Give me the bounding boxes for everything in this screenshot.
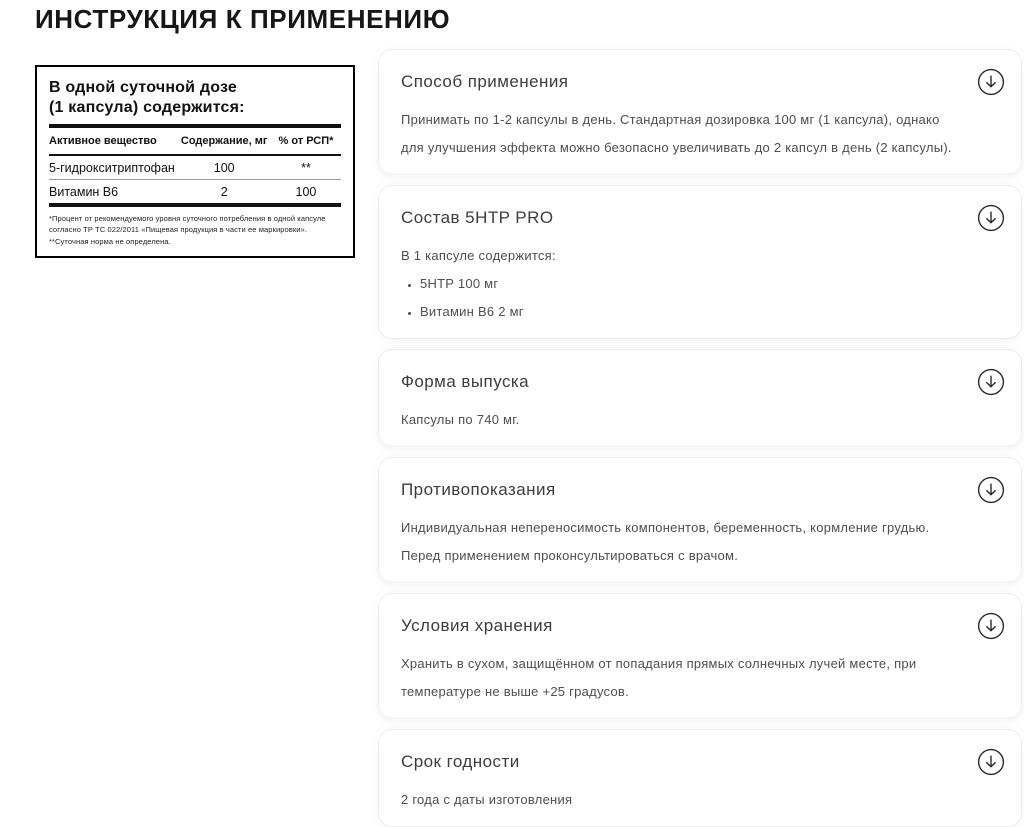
accordion-section-shelf-life [378, 729, 1022, 827]
arrow-down-circle-icon[interactable] [977, 368, 1005, 396]
facts-cell: Витамин В6 [49, 184, 119, 199]
list-item: • Витамин В6 2 мг [420, 298, 965, 326]
facts-footnote: *Процент от рекомендуемого уровня суточного потребления в одной капсуле согласно ТР ТС 022/2011 «Пищевая продукция в части ее маркировки». [49, 213, 326, 235]
facts-heading-line1: В одной суточной дозе [49, 79, 237, 96]
arrow-down-circle-icon[interactable] [977, 476, 1005, 504]
accordion-body [401, 406, 1005, 434]
facts-heading [49, 78, 341, 117]
facts-table [49, 128, 341, 203]
facts-cell: ** [271, 155, 341, 180]
label-column [35, 65, 355, 258]
accordion-text: Индивидуальная непереносимость компонентов, беременность, кормление грудью. Перед применением проконсультироваться с врачом. [401, 520, 930, 563]
accordion-section-storage [378, 593, 1022, 719]
accordion-header[interactable] [401, 476, 1005, 504]
accordion-section-contraindications [378, 457, 1022, 583]
facts-header-amount: Содержание, мг [177, 128, 270, 155]
facts-header-substance: Активное вещество [49, 128, 177, 155]
composition-list [410, 270, 965, 326]
accordion-title: Состав 5HTP PRO [401, 208, 554, 227]
arrow-down-circle-icon[interactable] [977, 204, 1005, 232]
facts-cell: 100 [295, 184, 317, 199]
content [35, 49, 1022, 827]
accordion-title: Форма выпуска [401, 372, 530, 391]
accordion-text: Принимать по 1-2 капсулы в день. Стандартная дозировка 100 мг (1 капсула), однако для улучшения эффекта можно безопасно увеличивать до 2 капсул в день (2 капсулы). [401, 112, 952, 155]
accordion-body [401, 650, 1005, 706]
accordion-section-usage [378, 49, 1022, 175]
facts-heading-line2: (1 капсула) содержится: [49, 98, 245, 116]
list-item: • 5HTP 100 мг [420, 270, 965, 298]
arrow-down-circle-icon[interactable] [977, 612, 1005, 640]
accordion-header[interactable] [401, 368, 1005, 396]
accordion-body [401, 242, 1005, 326]
accordion-list [378, 49, 1022, 827]
page-title: ИНСТРУКЦИЯ К ПРИМЕНЕНИЮ [35, 4, 451, 34]
facts-cell: 2 [220, 184, 228, 199]
accordion-body [401, 514, 1005, 570]
accordion-body [401, 786, 1005, 814]
arrow-down-circle-icon[interactable] [977, 748, 1005, 776]
accordion-title: Противопоказания [401, 480, 556, 499]
accordion-header[interactable] [401, 612, 1005, 640]
accordion-header[interactable] [401, 68, 1005, 96]
facts-cell: 5-гидрокситриптофан [49, 155, 177, 180]
accordion-header[interactable] [401, 748, 1005, 776]
facts-cell: 100 [177, 155, 270, 180]
table-row [49, 155, 341, 180]
facts-header-row [49, 128, 341, 155]
arrow-down-circle-icon[interactable] [977, 68, 1005, 96]
accordion-section-form [378, 349, 1022, 447]
accordion-title: Условия хранения [401, 616, 553, 635]
facts-footnote: **Суточная норма не определена. [49, 237, 171, 247]
facts-header-rsp: % от РСП* [271, 128, 341, 155]
divider-thick [49, 203, 341, 207]
accordion-text: Капсулы по 740 мг. [401, 412, 520, 427]
accordion-text: Хранить в сухом, защищённом от попадания прямых солнечных лучей месте, при температуре не выше +25 градусов. [401, 656, 917, 699]
accordion-title: Способ применения [401, 72, 569, 91]
accordion-section-composition [378, 185, 1022, 339]
accordion-title: Срок годности [401, 752, 520, 771]
accordion-body [401, 106, 1005, 162]
accordion-text: 2 года с даты изготовления [401, 792, 573, 807]
table-row [49, 179, 341, 203]
supplement-facts-label [35, 65, 355, 258]
accordion-text: В 1 капсуле содержится: [401, 248, 556, 263]
accordion-header[interactable] [401, 204, 1005, 232]
